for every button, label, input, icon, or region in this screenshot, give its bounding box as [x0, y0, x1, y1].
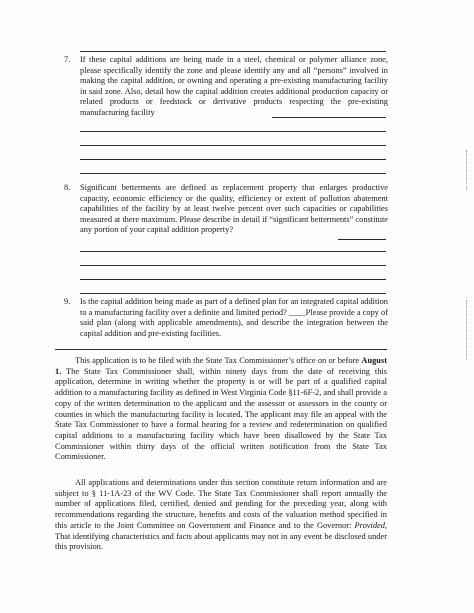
question-text: If these capital additions are being made in a steel, chemical or polymer alliance zone, please specifically identify the zone and please identify any and all “persons” involved in making the capital addition, or owning and operating a pre-existing manufacturing facility in said zone. Also, detail how the capital addition creates additional production capacity or related products or feedstock or derivative products respecting the pre-existing manufacturing facility — [80, 55, 388, 117]
answer-line — [80, 279, 386, 280]
question-9 — [64, 297, 386, 345]
confidentiality-paragraph — [55, 478, 387, 553]
question-7 — [64, 55, 386, 125]
confidentiality-tail: That identifying characteristics and facts about applicants may not in any event be disclosed under this provision. — [55, 531, 387, 552]
proviso-term: Provided, — [354, 520, 388, 530]
question-number: 9. — [64, 297, 71, 306]
answer-line — [80, 131, 386, 132]
question-number: 8. — [64, 183, 71, 192]
separator-rule — [55, 349, 387, 350]
question-text: Significant betterments are defined as replacement property that enlarges productive capacity, economic efficiency or the quality, efficiency or extent of pollution abatement capabilities of the facility by at least twelve percent over such capacities or capabilities measured at there maximum. Please describe in detail if “significant betterments” constitute any portion of your capital addition property? — [80, 183, 388, 235]
question-8 — [64, 183, 386, 243]
answer-line — [80, 173, 386, 174]
filing-paragraph — [55, 356, 387, 463]
filing-intro: This application is to be filed with the State Tax Commissioner’s office on or before — [75, 356, 360, 365]
question-number: 7. — [64, 55, 71, 64]
top-rule — [80, 51, 386, 52]
answer-blank — [338, 239, 386, 240]
scan-artifact — [466, 150, 468, 190]
scan-artifact — [466, 300, 468, 360]
filing-body: The State Tax Commissioner shall, within ninety days from the date of receiving this application, determine in writing whether the property is or will be part of a qualified capital addition to a manufacturing facility as defined in West Virginia Code §11-6F-2, and shall provide a copy of the written determination to the applicant and the assessor or assessors in the county or counties in which the manufacturing facility is located. The applicant may file an appeal with the State Tax Commissioner to have a formal hearing for a review and redetermination on qualified capital additions to a manufacturing facility which have been disallowed by the State Tax Commissioner within thirty days of the official written notification from the State Tax Commissioner. — [55, 366, 387, 462]
answer-line — [80, 145, 386, 146]
confidentiality-body: All applications and determinations under this section constitute return information and are subject to § 11-1A-23 of the WV Code. The State Tax Commissioner shall report annually the number of applications filed, certified, denied and pending for the preceding year, along with recommendations regarding the structure, benefits and costs of the valuation method specified in this article to the Joint Committee on Government and Finance and to the Governor: — [55, 478, 387, 530]
filing-deadline: August 1. — [55, 356, 388, 376]
question-text: Is the capital addition being made as part of a defined plan for an integrated capital addition to a manufacturing facility over a definite and limited period? ____Please provide a copy of said plan (along with applicable amendments), and describe the integration between the capital addition and pre-existing facilities. — [80, 297, 388, 338]
answer-line — [80, 265, 386, 266]
answer-line — [80, 293, 386, 294]
answer-line — [80, 159, 386, 160]
answer-blank — [272, 117, 386, 118]
answer-line — [80, 251, 386, 252]
